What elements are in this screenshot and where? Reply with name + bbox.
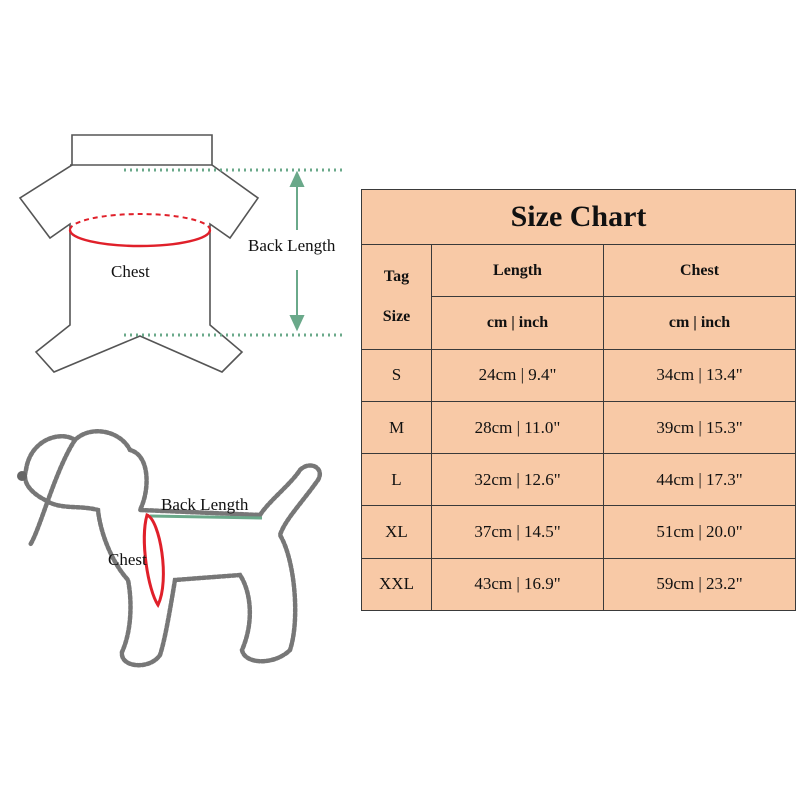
dog-nose-icon <box>17 471 27 481</box>
dog-chest-label: Chest <box>108 550 147 569</box>
dog-back-length-line <box>150 516 262 518</box>
size-cell: XXL <box>362 558 432 610</box>
table-row <box>362 401 796 453</box>
garment-back-length-label: Back Length <box>248 236 336 255</box>
tag-header-line1: Tag <box>383 267 410 285</box>
chest-cell: 51cm | 20.0" <box>604 506 796 558</box>
table-row <box>362 454 796 506</box>
size-cell: M <box>362 401 432 453</box>
chest-cell: 34cm | 13.4" <box>604 349 796 401</box>
length-cell: 28cm | 11.0" <box>432 401 604 453</box>
size-cell: S <box>362 349 432 401</box>
chest-cell: 59cm | 23.2" <box>604 558 796 610</box>
length-cell: 32cm | 12.6" <box>432 454 604 506</box>
dog-outline <box>25 431 320 665</box>
dog-chest-line <box>144 515 163 605</box>
chest-unit-header: cm | inch <box>604 297 796 349</box>
chest-cell: 44cm | 17.3" <box>604 454 796 506</box>
length-cell: 37cm | 14.5" <box>432 506 604 558</box>
length-cell: 24cm | 9.4" <box>432 349 604 401</box>
length-unit-header: cm | inch <box>432 297 604 349</box>
tag-header-line2: Size <box>382 307 411 325</box>
chest-header: Chest <box>604 245 796 297</box>
size-chart-table <box>361 189 796 611</box>
dog-back-length-label: Back Length <box>161 495 249 514</box>
length-header: Length <box>432 245 604 297</box>
table-row <box>362 506 796 558</box>
size-chart-title: Size Chart <box>362 190 796 245</box>
garment-outline <box>20 135 258 372</box>
tag-size-header <box>362 245 432 349</box>
table-row <box>362 349 796 401</box>
size-cell: XL <box>362 506 432 558</box>
table-row <box>362 558 796 610</box>
chest-cell: 39cm | 15.3" <box>604 401 796 453</box>
length-cell: 43cm | 16.9" <box>432 558 604 610</box>
size-cell: L <box>362 454 432 506</box>
garment-chest-label: Chest <box>111 262 150 281</box>
